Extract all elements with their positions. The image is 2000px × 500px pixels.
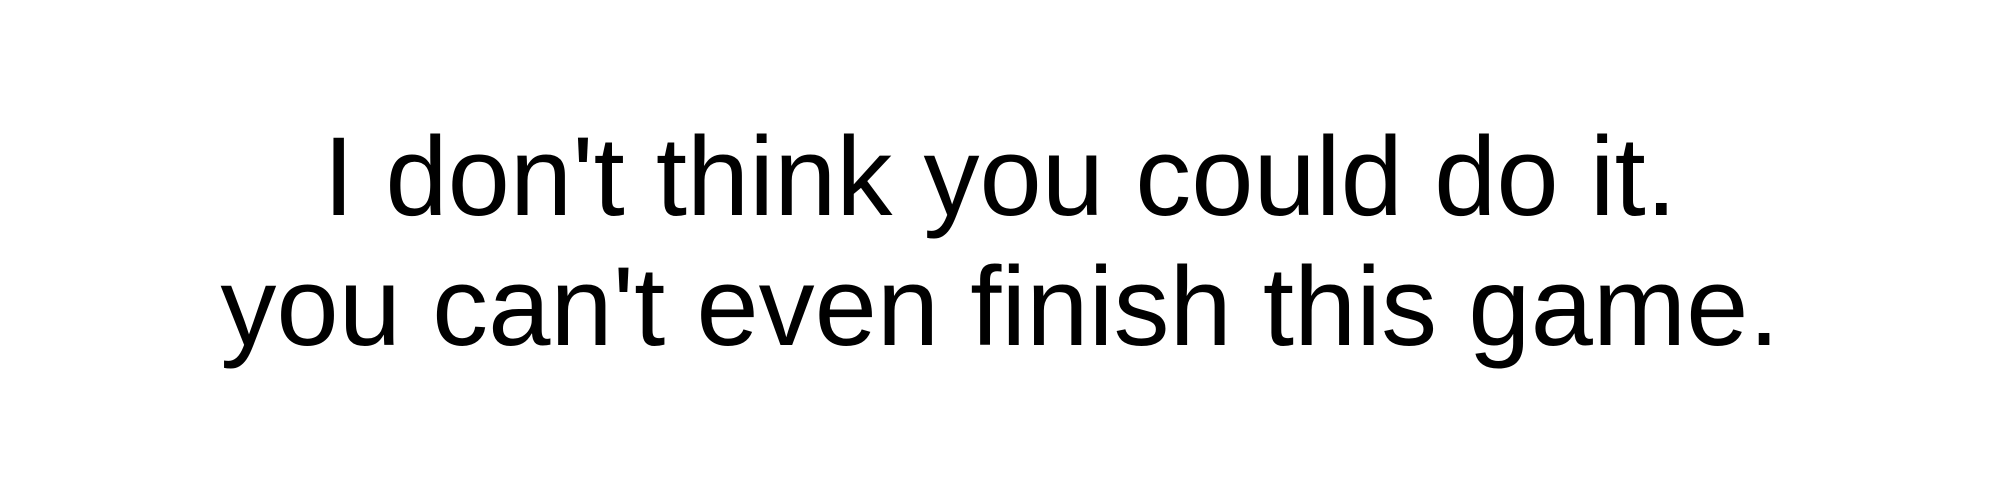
- dialog-line-2: you can't even finish this game.: [220, 244, 1780, 369]
- dialog-line-1: I don't think you could do it.: [323, 114, 1677, 239]
- dialog-text: [0, 112, 2000, 372]
